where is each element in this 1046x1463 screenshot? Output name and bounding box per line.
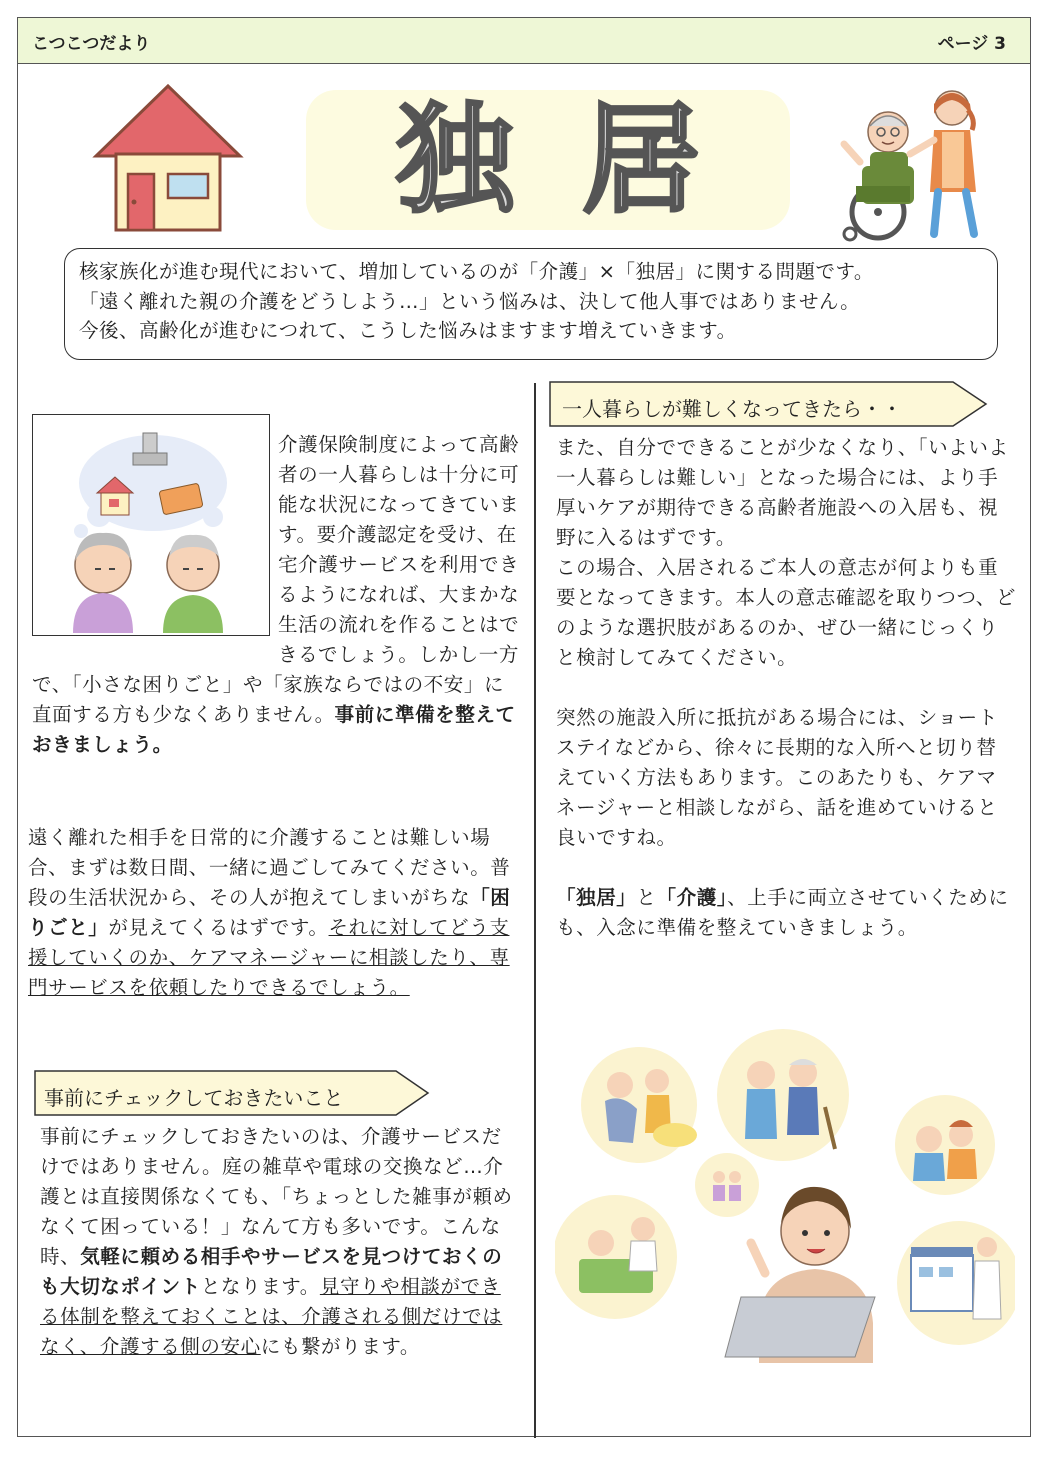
house-icon [88, 82, 248, 234]
intro-line-3: 今後、高齢化が進むにつれて、こうした悩みはますます増えていきます。 [79, 319, 737, 342]
right-para-2: この場合、入居されるご本人の意志が何よりも重要となってきます。本人の意志確認を取りつつ、どのような選択肢があるのか、ぜひ一緒にじっくりと検討してみてください。 [556, 556, 1016, 669]
spacer [556, 673, 1016, 703]
right-para-1: また、自分でできることが少なくなり、「いよいよ一人暮らしは難しい」となった場合には、より手厚いケアが期待できる高齢者施設への入居も、視野に入るはずです。 [556, 436, 1009, 549]
title-banner [306, 90, 790, 230]
newsletter-header [18, 18, 1030, 64]
left-section-2 [28, 823, 518, 1003]
intro-line-1: 核家族化が進む現代において、増加しているのが「介護」×「独居」に関する問題です。 [79, 260, 874, 283]
left-section-2-paragraph [28, 823, 518, 1003]
left-section-3-part-3: となります。 [200, 1275, 320, 1298]
right-para-4-rest: 、上手に両立させていくためにも、入念に準備を整えていきましょう。 [556, 886, 1009, 939]
left-section-2-part-3: が見えてくるはずです。 [108, 916, 329, 939]
left-section-2-underline: それに対してどう支援していくのか、ケアマネージャーに相談したり、専門サービスを依頼したりできるでしょう。 [28, 916, 510, 999]
title-char-2: 居 [582, 91, 701, 229]
left-section-3-underline: 見守りや相談ができる体制を整えておくことは、介護される側だけではなく、介護する側の安心 [40, 1275, 503, 1358]
left-section-1-bold: 事前に準備を整えておきましょう。 [32, 703, 516, 756]
spacer [556, 853, 1016, 883]
wheelchair-caregiver-illustration [830, 74, 1000, 244]
right-para-4-mid: と [636, 886, 657, 909]
heading-check: 事前にチェックしておきたいこと [44, 1086, 344, 1110]
left-section-2-part-1: 遠く離れた相手を日常的に介護することは難しい場合、まずは数日間、一緒に過ごしてみてください。普段の生活状況から、その人が抱えてしまいがちな [28, 826, 511, 909]
title-char-1: 独 [395, 91, 514, 229]
right-section [556, 433, 1016, 943]
float-spacer [32, 430, 278, 642]
left-section-3-bold: 気軽に頼める相手やサービスを見つけておくのも大切なポイント [40, 1245, 503, 1298]
left-section-1-text: 介護保険制度によって高齢者の一人暮らしは十分に可能な状況になってきています。要介護認定を受け、在宅介護サービスを利用できるようになれば、大まかな生活の流れを作ることはできるでしょう。しかし一方で、「小さな困りごと」や「家族ならではの不安」に直面する方も少なくありません。 [32, 433, 520, 726]
left-section-2-bold: 「困りごと」 [28, 886, 511, 939]
right-para-4-bold-2: 「介護」 [656, 886, 728, 909]
left-section-3-part-1: 事前にチェックしておきたいのは、介護サービスだけではありません。庭の雑草や電球の交換など…介護とは直接関係なくても、「ちょっとした雑事が頼めなくて困っている！」なんて方も多いです。こんな時、 [40, 1125, 513, 1268]
page-number: ページ 3 [937, 34, 1006, 54]
left-section-1 [32, 430, 522, 760]
page-frame [17, 17, 1031, 1437]
intro-box [64, 248, 998, 360]
care-services-illustration [555, 1023, 1015, 1383]
left-section-3-part-5: にも繋がります。 [260, 1335, 420, 1358]
newsletter-name: こつこつだより [32, 34, 151, 54]
right-para-3: 突然の施設入所に抵抗がある場合には、ショートステイなどから、徐々に長期的な入所へと切り替えていく方法もあります。このあたりも、ケアマネージャーと相談しながら、話を進めていけると良いですね。 [556, 706, 998, 849]
column-divider [534, 383, 536, 1438]
left-section-3-paragraph [40, 1122, 520, 1362]
intro-line-2: 「遠く離れた親の介護をどうしよう…」という悩みは、決して他人事ではありません。 [79, 289, 861, 313]
page-title [306, 90, 790, 230]
right-para-4 [556, 883, 1016, 943]
heading-living-alone: 一人暮らしが難しくなってきたら・・ [562, 397, 902, 421]
left-section-3 [40, 1122, 520, 1362]
right-para-4-bold-1: 「独居」 [556, 886, 637, 909]
